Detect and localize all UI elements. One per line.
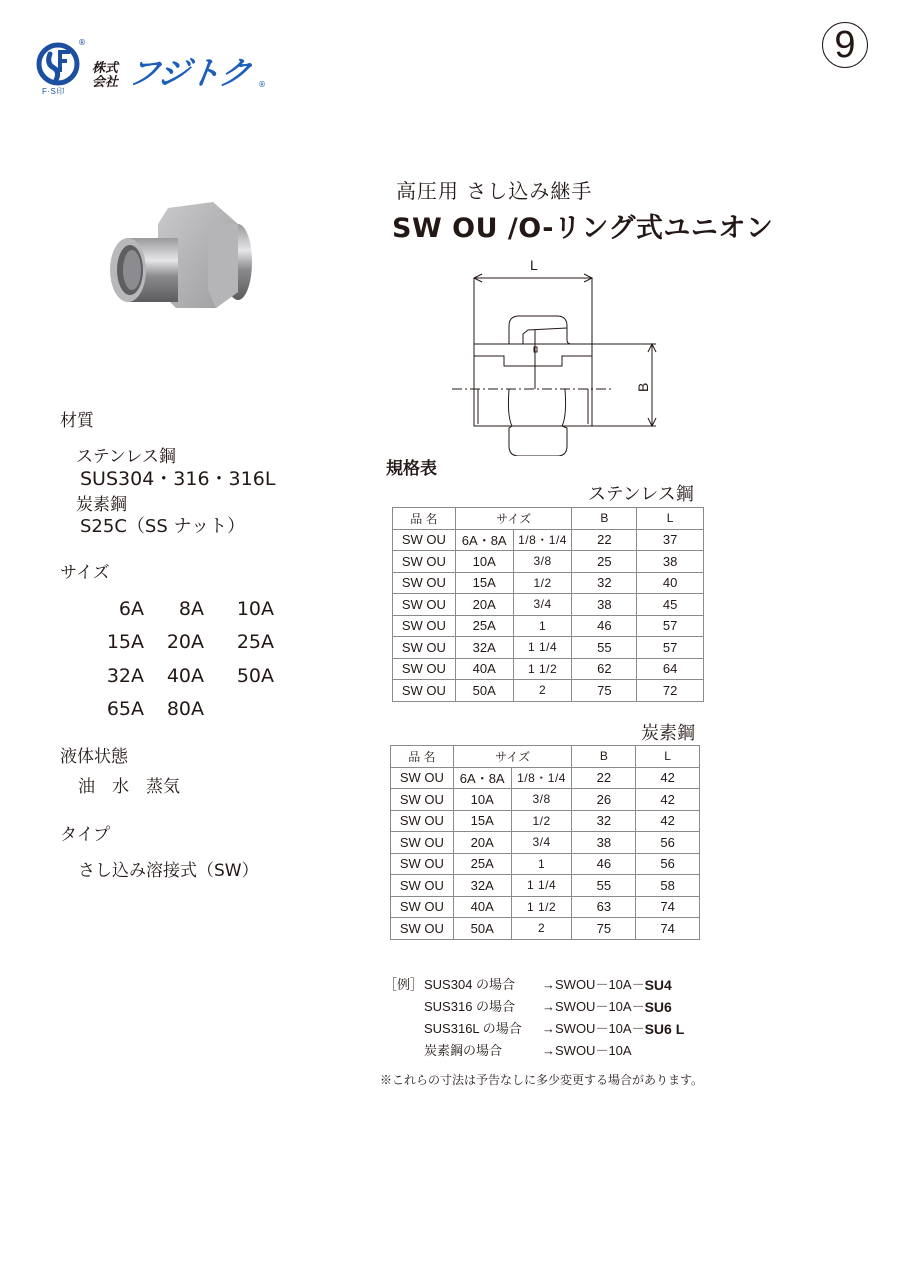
page-number: 9 <box>822 22 868 68</box>
spec-table-title: 規格表 <box>386 459 437 479</box>
carbon-table-caption: 炭素鋼 <box>641 723 695 744</box>
registered-mark-2: ® <box>258 80 266 89</box>
table-row: SW OU 15A 1/2 32 40 <box>393 572 704 594</box>
carbon-spec-table <box>390 745 700 940</box>
table-row: SW OU 10A 3/8 26 42 <box>391 789 700 811</box>
product-title: SW OU /O-リング式ユニオン <box>392 213 774 244</box>
material-heading: 材質 <box>60 411 94 431</box>
type-value: さし込み溶接式（SW） <box>78 861 259 881</box>
company-name: フジトク <box>125 54 253 92</box>
example-line: ［例］ SUS304 の場合 →SWOU－10A－ SU4 <box>384 977 672 993</box>
example-line: SUS316L の場合 →SWOU－10A－ SU6 L <box>424 1021 685 1037</box>
table-header-row: 品 名 サイズ B L <box>393 508 704 530</box>
company-logo <box>36 38 276 102</box>
example-line: SUS316 の場合 →SWOU－10A－ SU6 <box>424 999 672 1015</box>
table-row: SW OU 50A 2 75 72 <box>393 680 704 702</box>
stainless-value: SUS304・316・316L <box>80 468 276 490</box>
disclaimer-note: ※これらの寸法は予告なしに多少変更する場合があります。 <box>380 1073 704 1087</box>
table-row: SW OU 50A 2 75 74 <box>391 918 700 940</box>
table-row: SW OU 6A・8A 1/8・1/4 22 42 <box>391 767 700 789</box>
size-row: 15A 20A 25A <box>106 631 274 654</box>
table-row: SW OU 32A 1 1/4 55 58 <box>391 875 700 897</box>
dimension-l-label: L <box>530 257 538 273</box>
size-list <box>78 592 274 726</box>
size-row: 6A 8A 10A <box>118 597 274 620</box>
table-header-row: 品 名 サイズ B L <box>391 746 700 768</box>
dimension-b-label: B <box>635 382 651 392</box>
table-row: SW OU 40A 1 1/2 62 64 <box>393 658 704 680</box>
table-row: SW OU 20A 3/4 38 56 <box>391 832 700 854</box>
size-row: 65A 80A <box>106 698 204 721</box>
table-row: SW OU 15A 1/2 32 42 <box>391 810 700 832</box>
mark-caption: F·S印 <box>42 87 65 96</box>
carbon-label: 炭素鋼 <box>76 495 127 515</box>
company-prefix: 株式 会社 <box>92 61 119 90</box>
table-row: SW OU 40A 1 1/2 63 74 <box>391 896 700 918</box>
stainless-spec-table <box>392 507 704 702</box>
registered-mark: ® <box>78 38 86 47</box>
dimension-diagram <box>452 256 672 456</box>
fluid-value: 油 水 蒸気 <box>78 777 180 797</box>
product-subtitle: 高圧用 さし込み継手 <box>396 179 593 203</box>
size-heading: サイズ <box>60 563 110 583</box>
table-row: SW OU 32A 1 1/4 55 57 <box>393 637 704 659</box>
carbon-value: S25C（SS ナット） <box>80 516 246 537</box>
stainless-table-caption: ステンレス鋼 <box>588 484 694 505</box>
type-heading: タイプ <box>60 825 111 845</box>
table-row: SW OU 20A 3/4 38 45 <box>393 594 704 616</box>
ordering-examples <box>384 974 684 1062</box>
table-row: SW OU 6A・8A 1/8・1/4 22 37 <box>393 529 704 551</box>
example-line: 炭素鋼の場合 →SWOU－10A <box>424 1043 632 1058</box>
product-photo <box>98 180 268 320</box>
stainless-label: ステンレス鋼 <box>76 447 176 467</box>
table-row: SW OU 25A 1 46 56 <box>391 853 700 875</box>
table-row: SW OU 10A 3/8 25 38 <box>393 551 704 573</box>
size-row: 32A 40A 50A <box>106 664 274 687</box>
fluid-heading: 液体状態 <box>60 747 128 767</box>
table-row: SW OU 25A 1 46 57 <box>393 615 704 637</box>
